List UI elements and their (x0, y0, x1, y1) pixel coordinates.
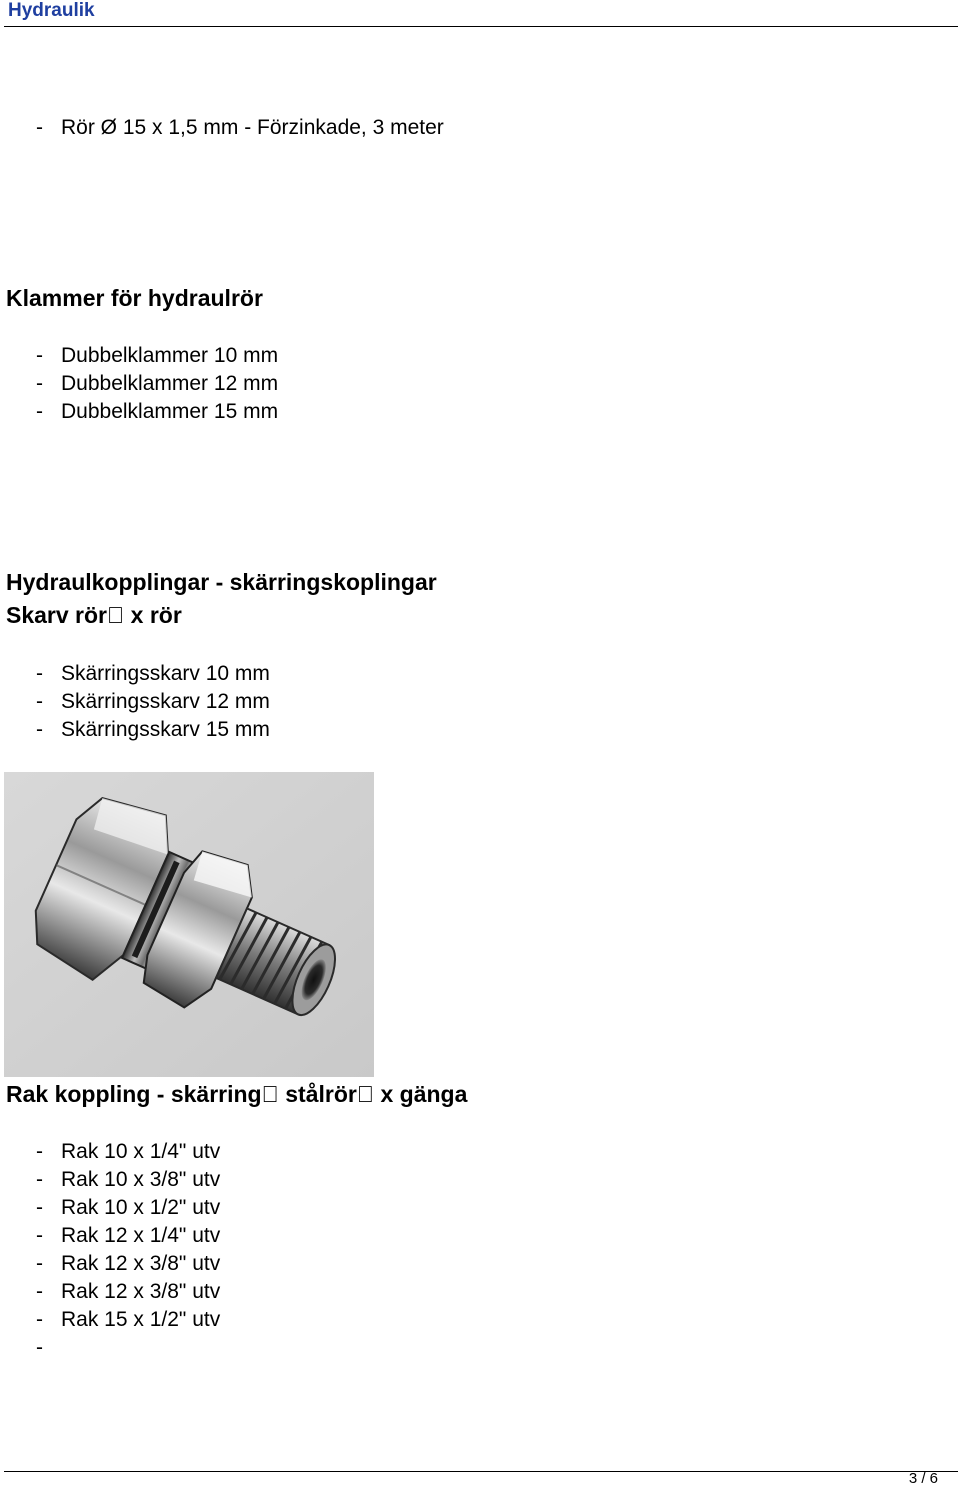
list-dash: - (36, 1168, 43, 1191)
clamp-list-item-text: Dubbelklammer 15 mm (61, 400, 279, 423)
straight-list-item (36, 1194, 220, 1222)
list-dash: - (36, 1224, 43, 1247)
coupling-list-item-text: Skärringsskarv 12 mm (61, 690, 270, 713)
straight-list-item (36, 1222, 220, 1250)
straight-list-item-text: Rak 10 x 1/2" utv (61, 1196, 221, 1219)
header-title: Hydraulik (8, 0, 95, 21)
list-dash: - (36, 1140, 43, 1163)
couplings-subheading: Skarv rör  x rör (6, 602, 182, 628)
list-dash: - (36, 1308, 43, 1331)
coupling-list-item (36, 688, 270, 716)
straight-list-item-text: Rak 10 x 3/8" utv (61, 1168, 221, 1191)
list-dash: - (36, 116, 43, 139)
straight-list-item-text: Rak 12 x 1/4" utv (61, 1224, 221, 1247)
compression-fitting-photo (4, 772, 374, 1077)
couplings-heading: Hydraulkopplingar - skärringskoplingar (6, 569, 437, 595)
list-dash: - (36, 1196, 43, 1219)
clamp-list-item (36, 398, 278, 426)
straight-list-item (36, 1166, 220, 1194)
pipe-list-item-text: Rör Ø 15 x 1,5 mm - Förzinkade, 3 meter (61, 116, 444, 139)
straight-list-item (36, 1138, 220, 1166)
list-dash: - (36, 344, 43, 367)
coupling-list-item-text: Skärringsskarv 10 mm (61, 662, 270, 685)
straight-list-item-text: Rak 10 x 1/4" utv (61, 1140, 221, 1163)
list-dash: - (36, 1336, 43, 1359)
footer-divider (4, 1471, 958, 1472)
straight-list-item-text: Rak 12 x 3/8" utv (61, 1252, 221, 1275)
list-dash: - (36, 718, 43, 741)
list-dash: - (36, 662, 43, 685)
straight-list-item (36, 1334, 61, 1362)
straight-list-item-text: Rak 12 x 3/8" utv (61, 1280, 221, 1303)
straight-list-item (36, 1278, 220, 1306)
list-dash: - (36, 690, 43, 713)
list-dash: - (36, 1252, 43, 1275)
straight-coupling-heading: Rak koppling - skärring  stålrör  x gänga (6, 1081, 468, 1107)
straight-list-item (36, 1306, 220, 1334)
clamp-list-item (36, 370, 278, 398)
pipe-list-item (36, 114, 444, 142)
clamps-heading: Klammer för hydraulrör (6, 285, 263, 311)
list-dash: - (36, 372, 43, 395)
coupling-list-item (36, 660, 270, 688)
straight-list-item (36, 1250, 220, 1278)
straight-list-item-text: Rak 15 x 1/2" utv (61, 1308, 221, 1331)
clamp-list-item-text: Dubbelklammer 12 mm (61, 372, 279, 395)
page-number: 3 / 6 (908, 1470, 938, 1487)
coupling-list-item (36, 716, 270, 744)
list-dash: - (36, 400, 43, 423)
clamp-list-item (36, 342, 278, 370)
clamp-list-item-text: Dubbelklammer 10 mm (61, 344, 279, 367)
header-divider (4, 26, 958, 27)
coupling-list-item-text: Skärringsskarv 15 mm (61, 718, 270, 741)
list-dash: - (36, 1280, 43, 1303)
